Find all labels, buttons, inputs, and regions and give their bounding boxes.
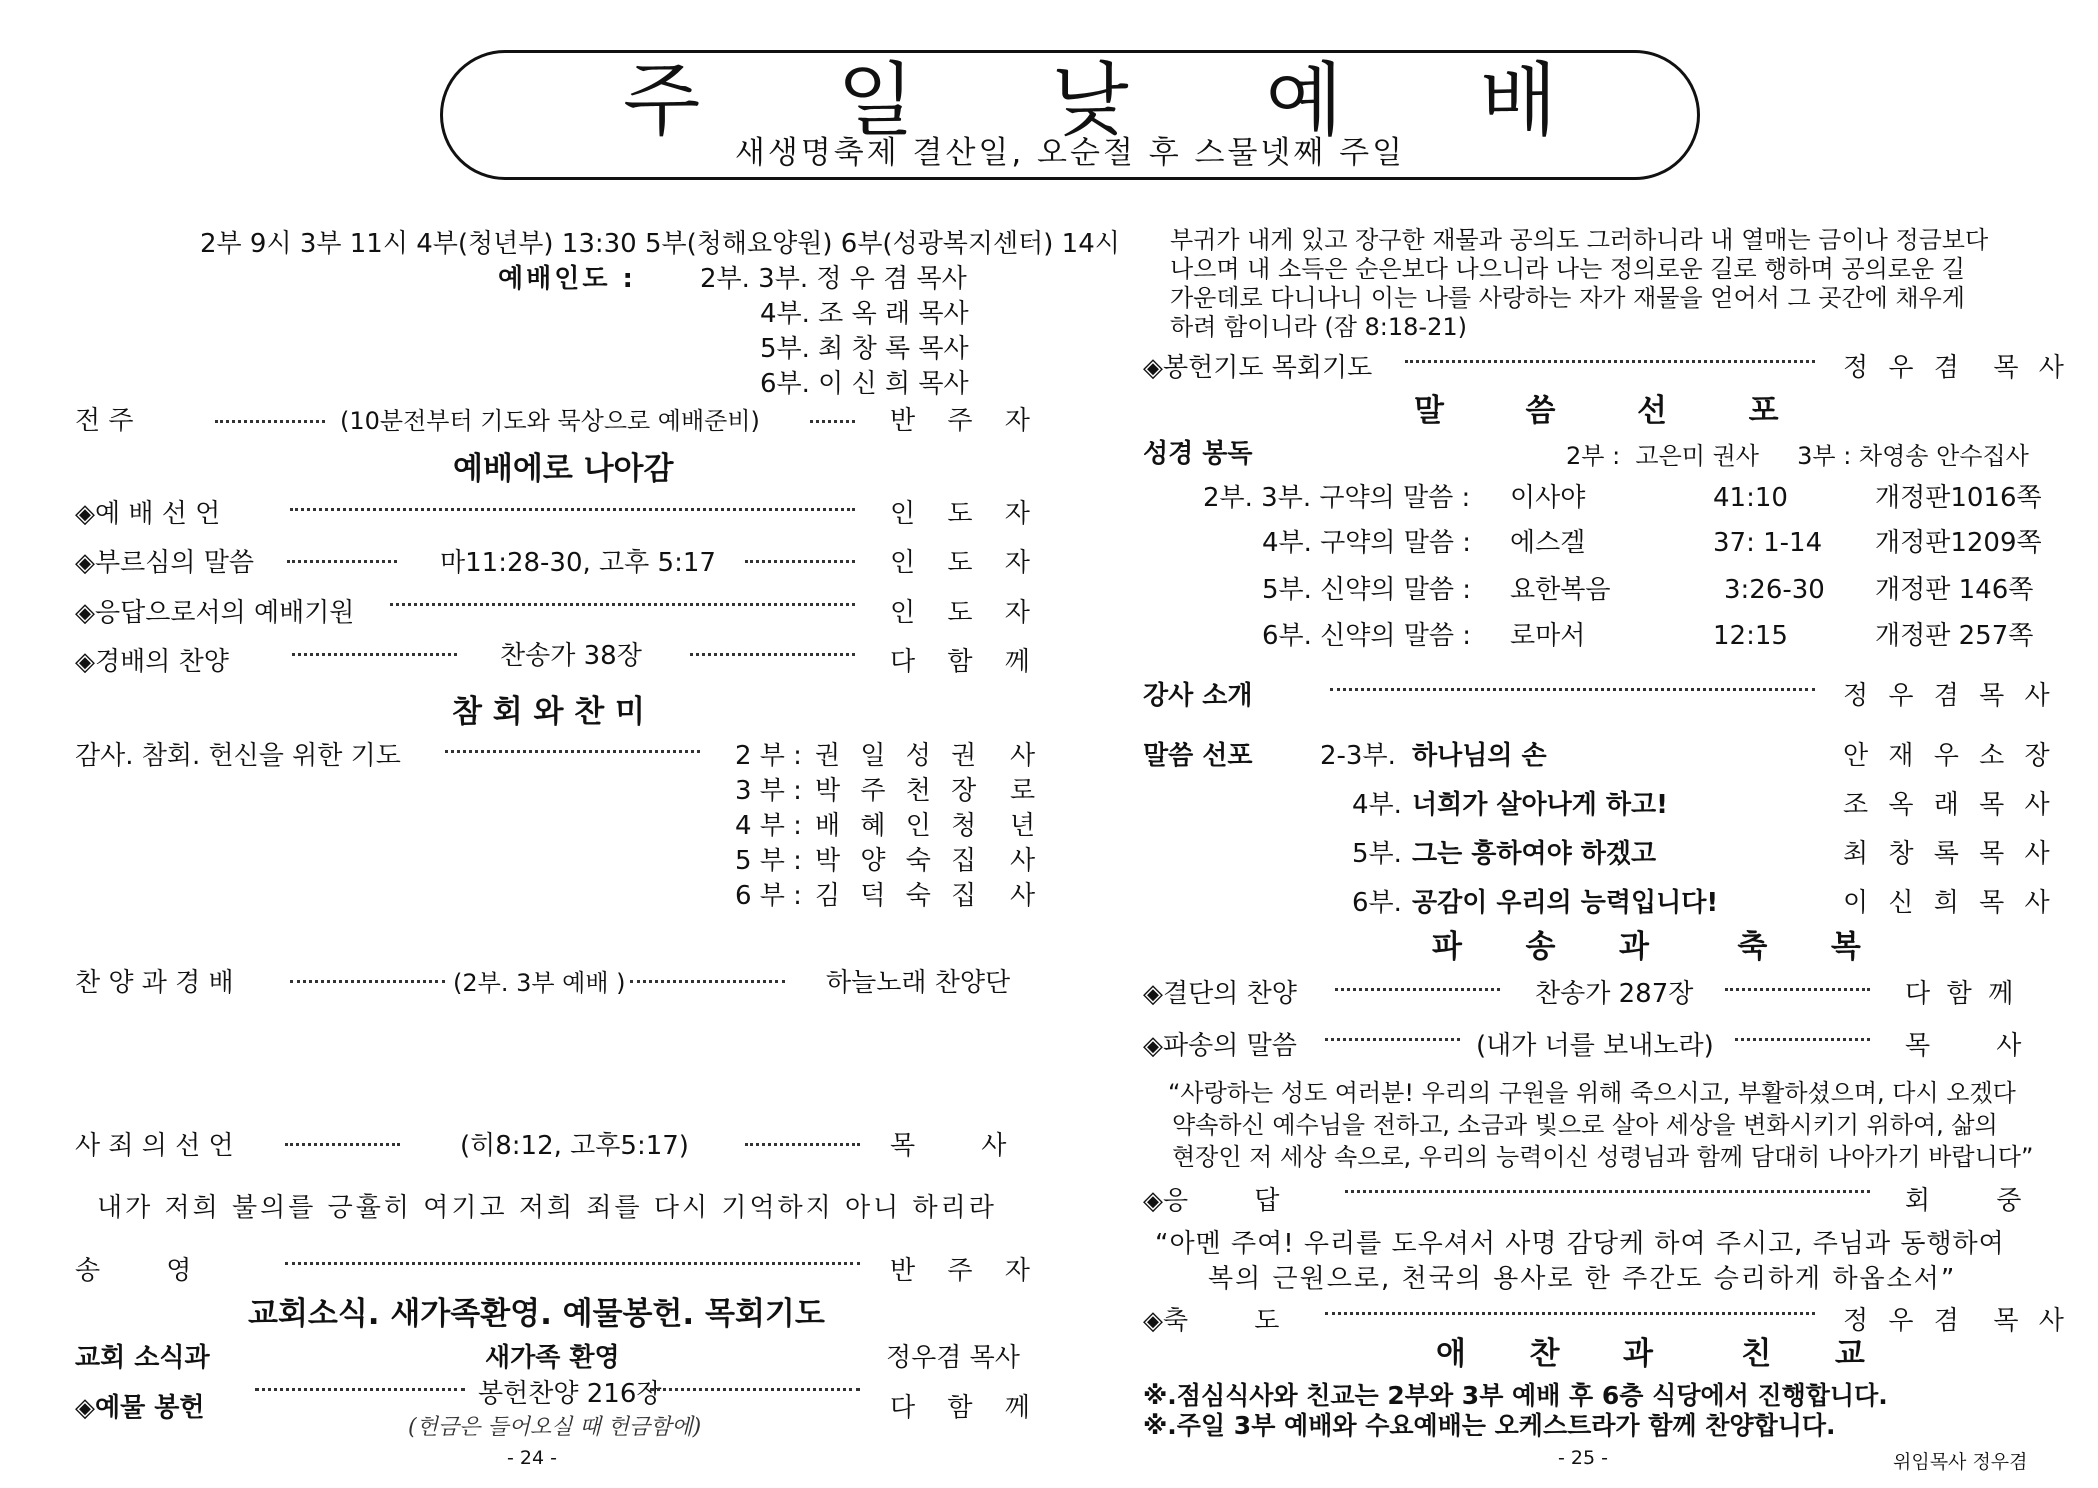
prayer-part: 4 부 : (735, 811, 802, 841)
offering-hymn: 봉헌찬양 216장 (478, 1379, 662, 1409)
worship-item-label: ◈예 배 선 언 (75, 499, 221, 529)
sending-mid: (내가 너를 보내노라) (1476, 1031, 1714, 1061)
leader-line: 4부. 조 옥 래 목사 (760, 299, 969, 329)
prayer-part: 5 부 : (735, 846, 802, 876)
leader-line: 5부. 최 창 록 목사 (760, 334, 969, 364)
reading-page: 개정판 146쪽 (1875, 575, 2034, 605)
news-label: 교회 소식과 (75, 1343, 210, 1373)
reading-page: 개정판1016쪽 (1875, 483, 2042, 513)
prayer-part: 3 부 : (735, 776, 802, 806)
prayer-title: 년 (1010, 811, 1036, 841)
prayer-name: 권 일 성 권 (815, 741, 983, 771)
section-heading: 파 송 과 축 복 (1432, 929, 1875, 965)
sermon-who: 조 옥 래 목 사 (1843, 790, 2056, 820)
notice-line: ※.주일 3부 예배와 수요예배는 오케스트라가 함께 찬양합니다. (1143, 1411, 1836, 1440)
leader-dots (745, 560, 855, 563)
leader-dots (290, 508, 855, 511)
reading-book: 에스겔 (1510, 528, 1586, 558)
leader-dots (285, 1143, 400, 1146)
benediction-label: ◈축 도 (1143, 1306, 1280, 1336)
title-char: 낮 (1051, 54, 1129, 147)
leader-dots (445, 750, 700, 753)
worship-item-label: ◈경배의 찬양 (75, 647, 229, 677)
reading-verse: 37: 1-14 (1713, 528, 1823, 558)
notice-line: ※.점심식사와 친교는 2부와 3부 예배 후 6층 식당에서 진행합니다. (1143, 1381, 1888, 1410)
worship-item-who: 다 함 께 (890, 647, 1042, 677)
prayer-title: 사 (1010, 741, 1036, 771)
reading-verse: 12:15 (1713, 621, 1788, 651)
offering-note: (헌금은 들어오실 때 헌금함에) (408, 1415, 702, 1440)
section-heading: 말 씀 선 포 (1414, 393, 1799, 429)
worship-item-mid: 마11:28-30, 고후 5:17 (440, 548, 716, 578)
page-number: - 24 - (507, 1447, 557, 1469)
sending-text-line: 약속하신 예수님을 전하고, 소금과 빛으로 살아 세상을 변화시키기 위하여, 삶의 (1172, 1111, 1998, 1139)
prayer-name: 배 혜 인 청 (815, 811, 983, 841)
offering-prayer-who: 정 우 겸 목 사 (1843, 353, 2070, 383)
leader-dots (1330, 688, 1815, 691)
sermon-title: 너희가 살아나게 하고! (1412, 790, 1669, 820)
title-char: 배 (1479, 54, 1557, 147)
sermon-who: 최 창 록 목 사 (1843, 839, 2056, 869)
absolution-who: 목 사 (890, 1131, 1007, 1161)
leader-dots (390, 603, 855, 606)
prelude-note: (10분전부터 기도와 묵상으로 예배준비) (340, 407, 760, 435)
prayer-label: 감사. 참회. 헌신을 위한 기도 (75, 741, 401, 771)
leader-dots (1405, 360, 1815, 363)
leader-dots (690, 653, 855, 656)
prelude-label: 전 주 (75, 406, 134, 436)
reading-book: 요한복음 (1510, 575, 1611, 605)
sermon-title: 그는 흥하여야 하겠고 (1412, 839, 1657, 869)
absolution-label: 사 죄 의 선 언 (75, 1131, 234, 1161)
doxology-label: 송 영 (75, 1256, 192, 1286)
leaders-label: 예배인도 : (498, 264, 636, 294)
doxology-who: 반 주 자 (890, 1256, 1042, 1286)
sermon-part: 6부. (1352, 888, 1402, 918)
worship-item-who: 인 도 자 (890, 598, 1042, 628)
title-char: 주 (623, 54, 701, 147)
sermon-who: 안 재 우 소 장 (1843, 741, 2056, 771)
leader-dots (285, 1262, 860, 1265)
leader-dots (290, 980, 445, 983)
leader-dots (215, 420, 325, 423)
scripture-quote-line: 부귀가 내게 있고 장구한 재물과 공의도 그러하니라 내 열매는 금이나 정금보다 (1170, 226, 1989, 254)
leader-dots (1345, 1190, 1870, 1193)
section-heading: 애 찬 과 친 교 (1436, 1336, 1879, 1372)
page-subtitle: 새생명축제 결산일, 오순절 후 스물넷째 주일 (734, 135, 1406, 171)
prayer-part: 2 부 : (735, 741, 802, 771)
reading-part: 5부. 신약의 말씀 : (1262, 575, 1472, 605)
leader-dots (292, 653, 457, 656)
prayer-part: 6 부 : (735, 881, 802, 911)
prelude-who: 반 주 자 (890, 406, 1042, 436)
pastor-signature: 위임목사 정우겸 (1893, 1451, 2028, 1473)
sending-who: 목 사 (1905, 1031, 2022, 1061)
leader-dots (1725, 988, 1870, 991)
reading-part: 4부. 구약의 말씀 : (1262, 528, 1472, 558)
sending-label: ◈파송의 말씀 (1143, 1031, 1297, 1061)
praise-note: (2부. 3부 예배 ) (453, 969, 626, 997)
offering-who: 다 함 께 (890, 1393, 1042, 1423)
service-schedule: 2부 9시 3부 11시 4부(청년부) 13:30 5부(청해요양원) 6부(성광복지센터) 14시 (200, 229, 1120, 259)
response-text-line: 복의 근원으로, 천국의 용사로 한 주간도 승리하게 하옵소서” (1208, 1264, 1957, 1294)
prayer-title: 사 (1010, 881, 1036, 911)
reading-part: 6부. 신약의 말씀 : (1262, 621, 1472, 651)
prayer-title: 사 (1010, 846, 1036, 876)
leader-dots (1325, 1038, 1460, 1041)
leader-line: 6부. 이 신 희 목사 (760, 369, 969, 399)
reading-page: 개정판1209쪽 (1875, 528, 2042, 558)
sermon-part: 4부. (1352, 790, 1402, 820)
leader-dots (745, 1143, 860, 1146)
prayer-name: 박 주 천 장 (815, 776, 983, 806)
absolution-note: (히8:12, 고후5:17) (460, 1131, 689, 1161)
sermon-part: 5부. (1352, 839, 1402, 869)
readers: 2부 : 고은미 권사 3부 : 차영송 안수집사 (1566, 442, 2029, 470)
speaker-who: 정 우 겸 목 사 (1843, 681, 2056, 711)
response-text-line: “아멘 주여! 우리를 도우셔서 사명 감당케 하여 주시고, 주님과 동행하여 (1155, 1229, 2005, 1259)
leader-dots (255, 1388, 465, 1391)
offering-label: ◈예물 봉헌 (75, 1393, 205, 1423)
reading-part: 2부. 3부. 구약의 말씀 : (1203, 483, 1471, 513)
response-label: ◈응 답 (1143, 1186, 1280, 1216)
reading-verse: 3:26-30 (1724, 575, 1825, 605)
reading-book: 로마서 (1510, 621, 1586, 651)
news-who: 정우겸 목사 (886, 1343, 1020, 1373)
section-heading: 예배에로 나아감 (453, 451, 674, 487)
benediction-who: 정 우 겸 목 사 (1843, 1306, 2070, 1336)
closing-hymn-mid: 찬송가 287장 (1535, 979, 1694, 1009)
newfamily-label: 새가족 환영 (485, 1343, 620, 1373)
worship-item-label: ◈부르심의 말씀 (75, 548, 254, 578)
sermon-title: 하나님의 손 (1412, 741, 1547, 771)
reading-label: 성경 봉독 (1143, 439, 1253, 469)
closing-hymn-label: ◈결단의 찬양 (1143, 979, 1297, 1009)
reading-page: 개정판 257쪽 (1875, 621, 2034, 651)
scripture-quote-line: 나으며 내 소득은 순은보다 나으니라 나는 정의로운 길로 행하며 공의로운 길 (1170, 255, 1965, 283)
leader-line: 2부. 3부. 정 우 겸 목사 (700, 264, 967, 294)
praise-label: 찬 양 과 경 배 (75, 968, 234, 998)
sermon-label: 말씀 선포 (1143, 741, 1253, 771)
leader-dots (810, 420, 855, 423)
sermon-title: 공감이 우리의 능력입니다! (1412, 888, 1719, 918)
sermon-who: 이 신 희 목 사 (1843, 888, 2056, 918)
sermon-part: 2-3부. (1320, 741, 1396, 771)
response-who: 회 중 (1905, 1186, 2022, 1216)
section-heading: 교회소식. 새가족환영. 예물봉헌. 목회기도 (248, 1296, 825, 1332)
leader-dots (650, 1388, 860, 1391)
prayer-title: 로 (1010, 776, 1036, 806)
sending-text-line: 현장인 저 세상 속으로, 우리의 능력이신 성령님과 함께 담대히 나아가기 바랍니다” (1172, 1143, 2034, 1171)
page-number: - 25 - (1558, 1447, 1608, 1469)
leader-dots (630, 980, 785, 983)
worship-item-who: 인 도 자 (890, 548, 1042, 578)
title-char: 일 (837, 54, 915, 147)
leader-dots (287, 560, 397, 563)
absolution-text: 내가 저희 불의를 긍휼히 여기고 저희 죄를 다시 기억하지 아니 하리라 (97, 1193, 997, 1223)
scripture-quote-line: 하려 함이니라 (잠 8:18-21) (1170, 313, 1467, 341)
scripture-quote-line: 가운데로 다니나니 이는 나를 사랑하는 자가 재물을 얻어서 그 곳간에 채우게 (1170, 284, 1965, 312)
worship-item-who: 인 도 자 (890, 499, 1042, 529)
worship-item-label: ◈응답으로서의 예배기원 (75, 598, 355, 628)
section-heading: 참 회 와 찬 미 (452, 694, 645, 730)
prayer-name: 김 덕 숙 집 (815, 881, 983, 911)
prayer-name: 박 양 숙 집 (815, 846, 983, 876)
leader-dots (1325, 1312, 1815, 1315)
title-char: 예 (1265, 54, 1343, 147)
sending-text-line: “사랑하는 성도 여러분! 우리의 구원을 위해 죽으시고, 부활하셨으며, 다시 오겠다 (1168, 1079, 2016, 1107)
reading-book: 이사야 (1510, 483, 1586, 513)
speaker-label: 강사 소개 (1143, 681, 1253, 711)
closing-hymn-who: 다 함 께 (1905, 979, 2014, 1009)
praise-who: 하늘노래 찬양단 (826, 968, 1011, 998)
title-banner (440, 50, 1700, 180)
leader-dots (1335, 988, 1500, 991)
reading-verse: 41:10 (1713, 483, 1788, 513)
worship-item-mid: 찬송가 38장 (500, 641, 642, 671)
leader-dots (1735, 1038, 1870, 1041)
offering-prayer-label: ◈봉헌기도 목회기도 (1143, 353, 1373, 383)
